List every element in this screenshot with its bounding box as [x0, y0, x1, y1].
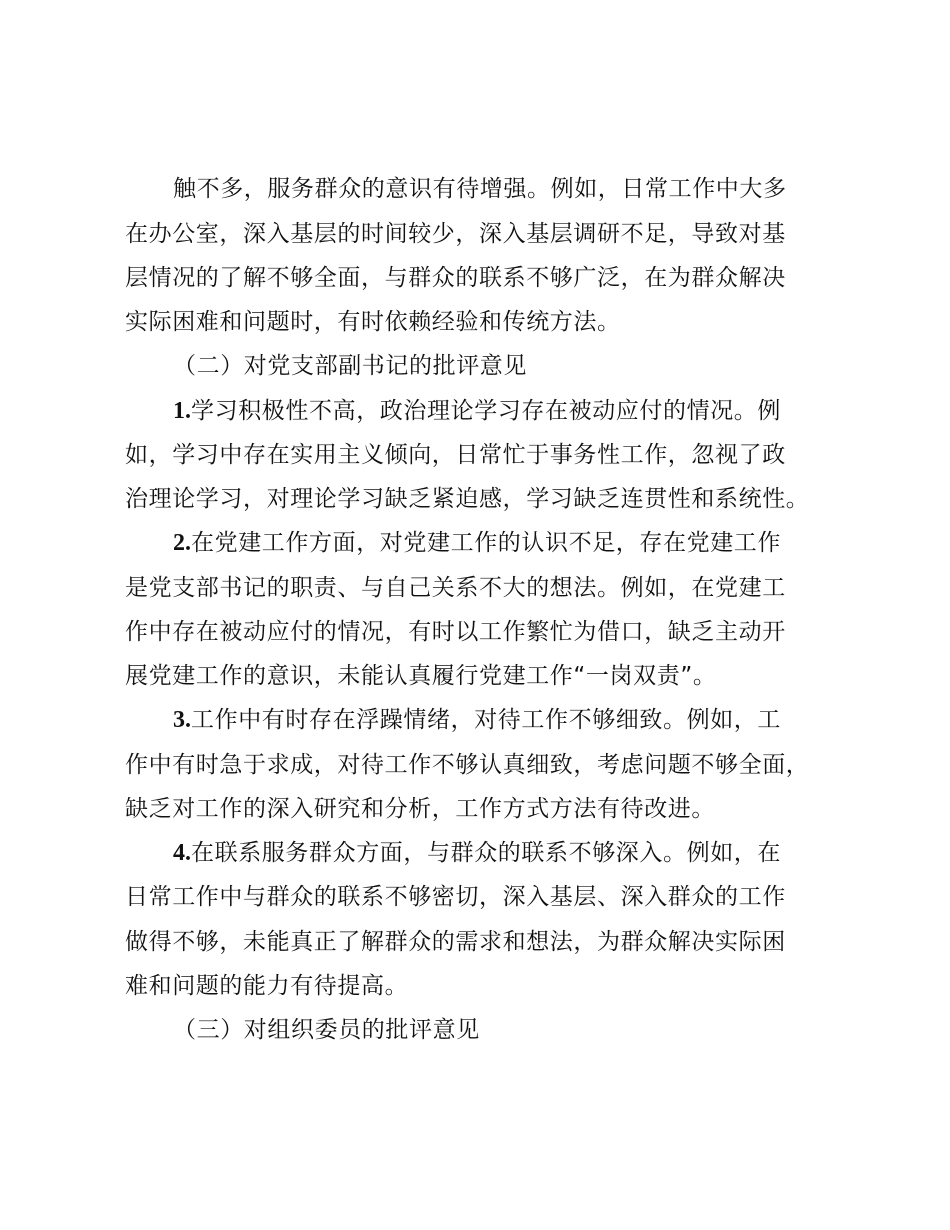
text-line: 层情况的了解不够全面，与群众的联系不够广泛，在为群众解决 [125, 265, 786, 291]
text-line: 做得不够，未能真正了解群众的需求和想法，为群众解决实际困 [125, 929, 786, 955]
text-line: 是党支部书记的职责、与自己关系不大的想法。例如，在党建工 [125, 575, 786, 601]
text-line: 缺乏对工作的深入研究和分析，工作方式方法有待改进。 [125, 796, 715, 822]
text-line: 展党建工作的意识，未能认真履行党建工作“一岗双责”。 [125, 663, 717, 689]
text-line: 作中存在被动应付的情况，有时以工作繁忙为借口，缺乏主动开 [125, 619, 786, 645]
text-line: 难和问题的能力有待提高。 [125, 973, 409, 999]
numbered-item-start: 3.工作中有时存在浮躁情绪，对待工作不够细致。例如，工 [173, 707, 781, 733]
text-line: 作中有时急于求成，对待工作不够认真细致，考虑问题不够全面， [125, 752, 810, 778]
section-heading: （三）对组织委员的批评意见 [173, 1017, 480, 1043]
numbered-item-start: 4.在联系服务群众方面，与群众的联系不够深入。例如，在 [173, 840, 781, 866]
numbered-item-start: 1.学习积极性不高，政治理论学习存在被动应付的情况。例 [173, 398, 781, 424]
text-line: 在办公室，深入基层的时间较少，深入基层调研不足，导致对基 [125, 221, 786, 247]
text-line: 治理论学习，对理论学习缺乏紧迫感，学习缺乏连贯性和系统性。 [125, 486, 810, 512]
text-line: 触不多，服务群众的意识有待增强。例如，日常工作中大多 [173, 176, 787, 202]
section-heading: （二）对党支部副书记的批评意见 [173, 353, 527, 379]
text-line: 如，学习中存在实用主义倾向，日常忙于事务性工作，忽视了政 [125, 442, 786, 468]
numbered-item-start: 2.在党建工作方面，对党建工作的认识不足，存在党建工作 [173, 530, 781, 556]
text-line: 实际困难和问题时，有时依赖经验和传统方法。 [125, 309, 621, 335]
text-line: 日常工作中与群众的联系不够密切，深入基层、深入群众的工作 [125, 884, 786, 910]
